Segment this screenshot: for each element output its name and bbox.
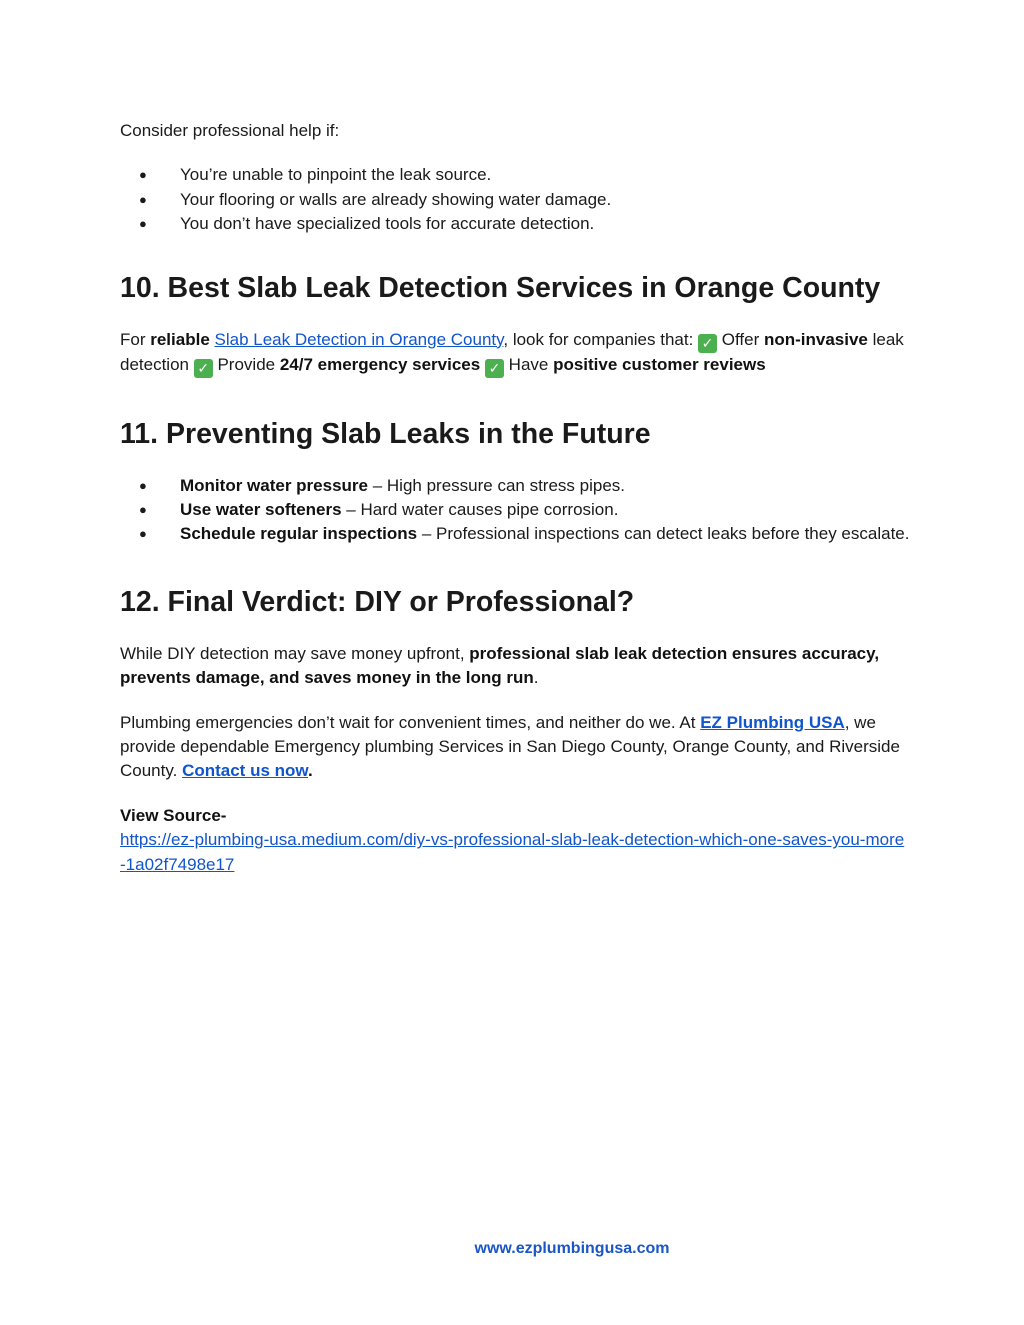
ez-plumbing-usa-link[interactable]: EZ Plumbing USA <box>700 712 845 732</box>
bullet-icon: ● <box>139 526 147 542</box>
section-10-heading: 10. Best Slab Leak Detection Services in Orange County <box>120 271 881 304</box>
prevention-list <box>120 474 910 547</box>
verdict-paragraph: While DIY detection may save money upfront, professional slab leak detection ensures accuracy, prevents damage, and saves money in the long run. <box>120 643 880 688</box>
list-item: ● You’re unable to pinpoint the leak source. <box>120 163 910 187</box>
list-item: ● Your flooring or walls are already showing water damage. <box>120 188 910 212</box>
section-11-heading: 11. Preventing Slab Leaks in the Future <box>120 417 651 450</box>
bullet-icon: ● <box>139 216 147 232</box>
list-item: ● You don’t have specialized tools for accurate detection. <box>120 212 910 236</box>
source-url-link[interactable]: https://ez-plumbing-usa.medium.com/diy-vs-professional-slab-leak-detection-which-one-saves-you-more-1a02f7498e17 <box>120 830 905 874</box>
list-item: ● Schedule regular inspections – Professional inspections can detect leaks before they escalate. <box>120 522 910 546</box>
section-12-heading: 12. Final Verdict: DIY or Professional? <box>120 585 635 618</box>
check-icon: ✓ <box>698 334 717 353</box>
contact-paragraph: Plumbing emergencies don’t wait for convenient times, and neither do we. At EZ Plumbing USA, we provide dependable Emergency plumbing Services in San Diego County, Orange County, and Riverside County. Contact us now. <box>120 712 900 781</box>
view-source-label: View Source- <box>120 805 227 825</box>
view-source <box>120 804 910 877</box>
footer-website[interactable]: www.ezplumbingusa.com <box>474 1240 670 1257</box>
bullet-icon: ● <box>139 191 147 207</box>
slab-leak-orange-county-link[interactable]: Slab Leak Detection in Orange County <box>214 329 504 349</box>
document-page <box>120 119 910 877</box>
contact-us-link[interactable]: Contact us now <box>182 761 308 781</box>
section-10-paragraph: For reliable Slab Leak Detection in Orange County, look for companies that: ✓ Offer non-invasive leak detection ✓ Provide 24/7 emergency services ✓ Have positive customer reviews <box>120 329 904 376</box>
check-icon: ✓ <box>194 359 213 378</box>
help-list <box>120 163 910 236</box>
check-icon: ✓ <box>485 359 504 378</box>
bullet-icon: ● <box>139 502 147 518</box>
bullet-icon: ● <box>139 167 147 183</box>
list-item: ● Use water softeners – Hard water causes pipe corrosion. <box>120 498 910 522</box>
intro-text: Consider professional help if: <box>120 121 340 140</box>
bullet-icon: ● <box>139 477 147 493</box>
list-item: ● Monitor water pressure – High pressure can stress pipes. <box>120 474 910 498</box>
